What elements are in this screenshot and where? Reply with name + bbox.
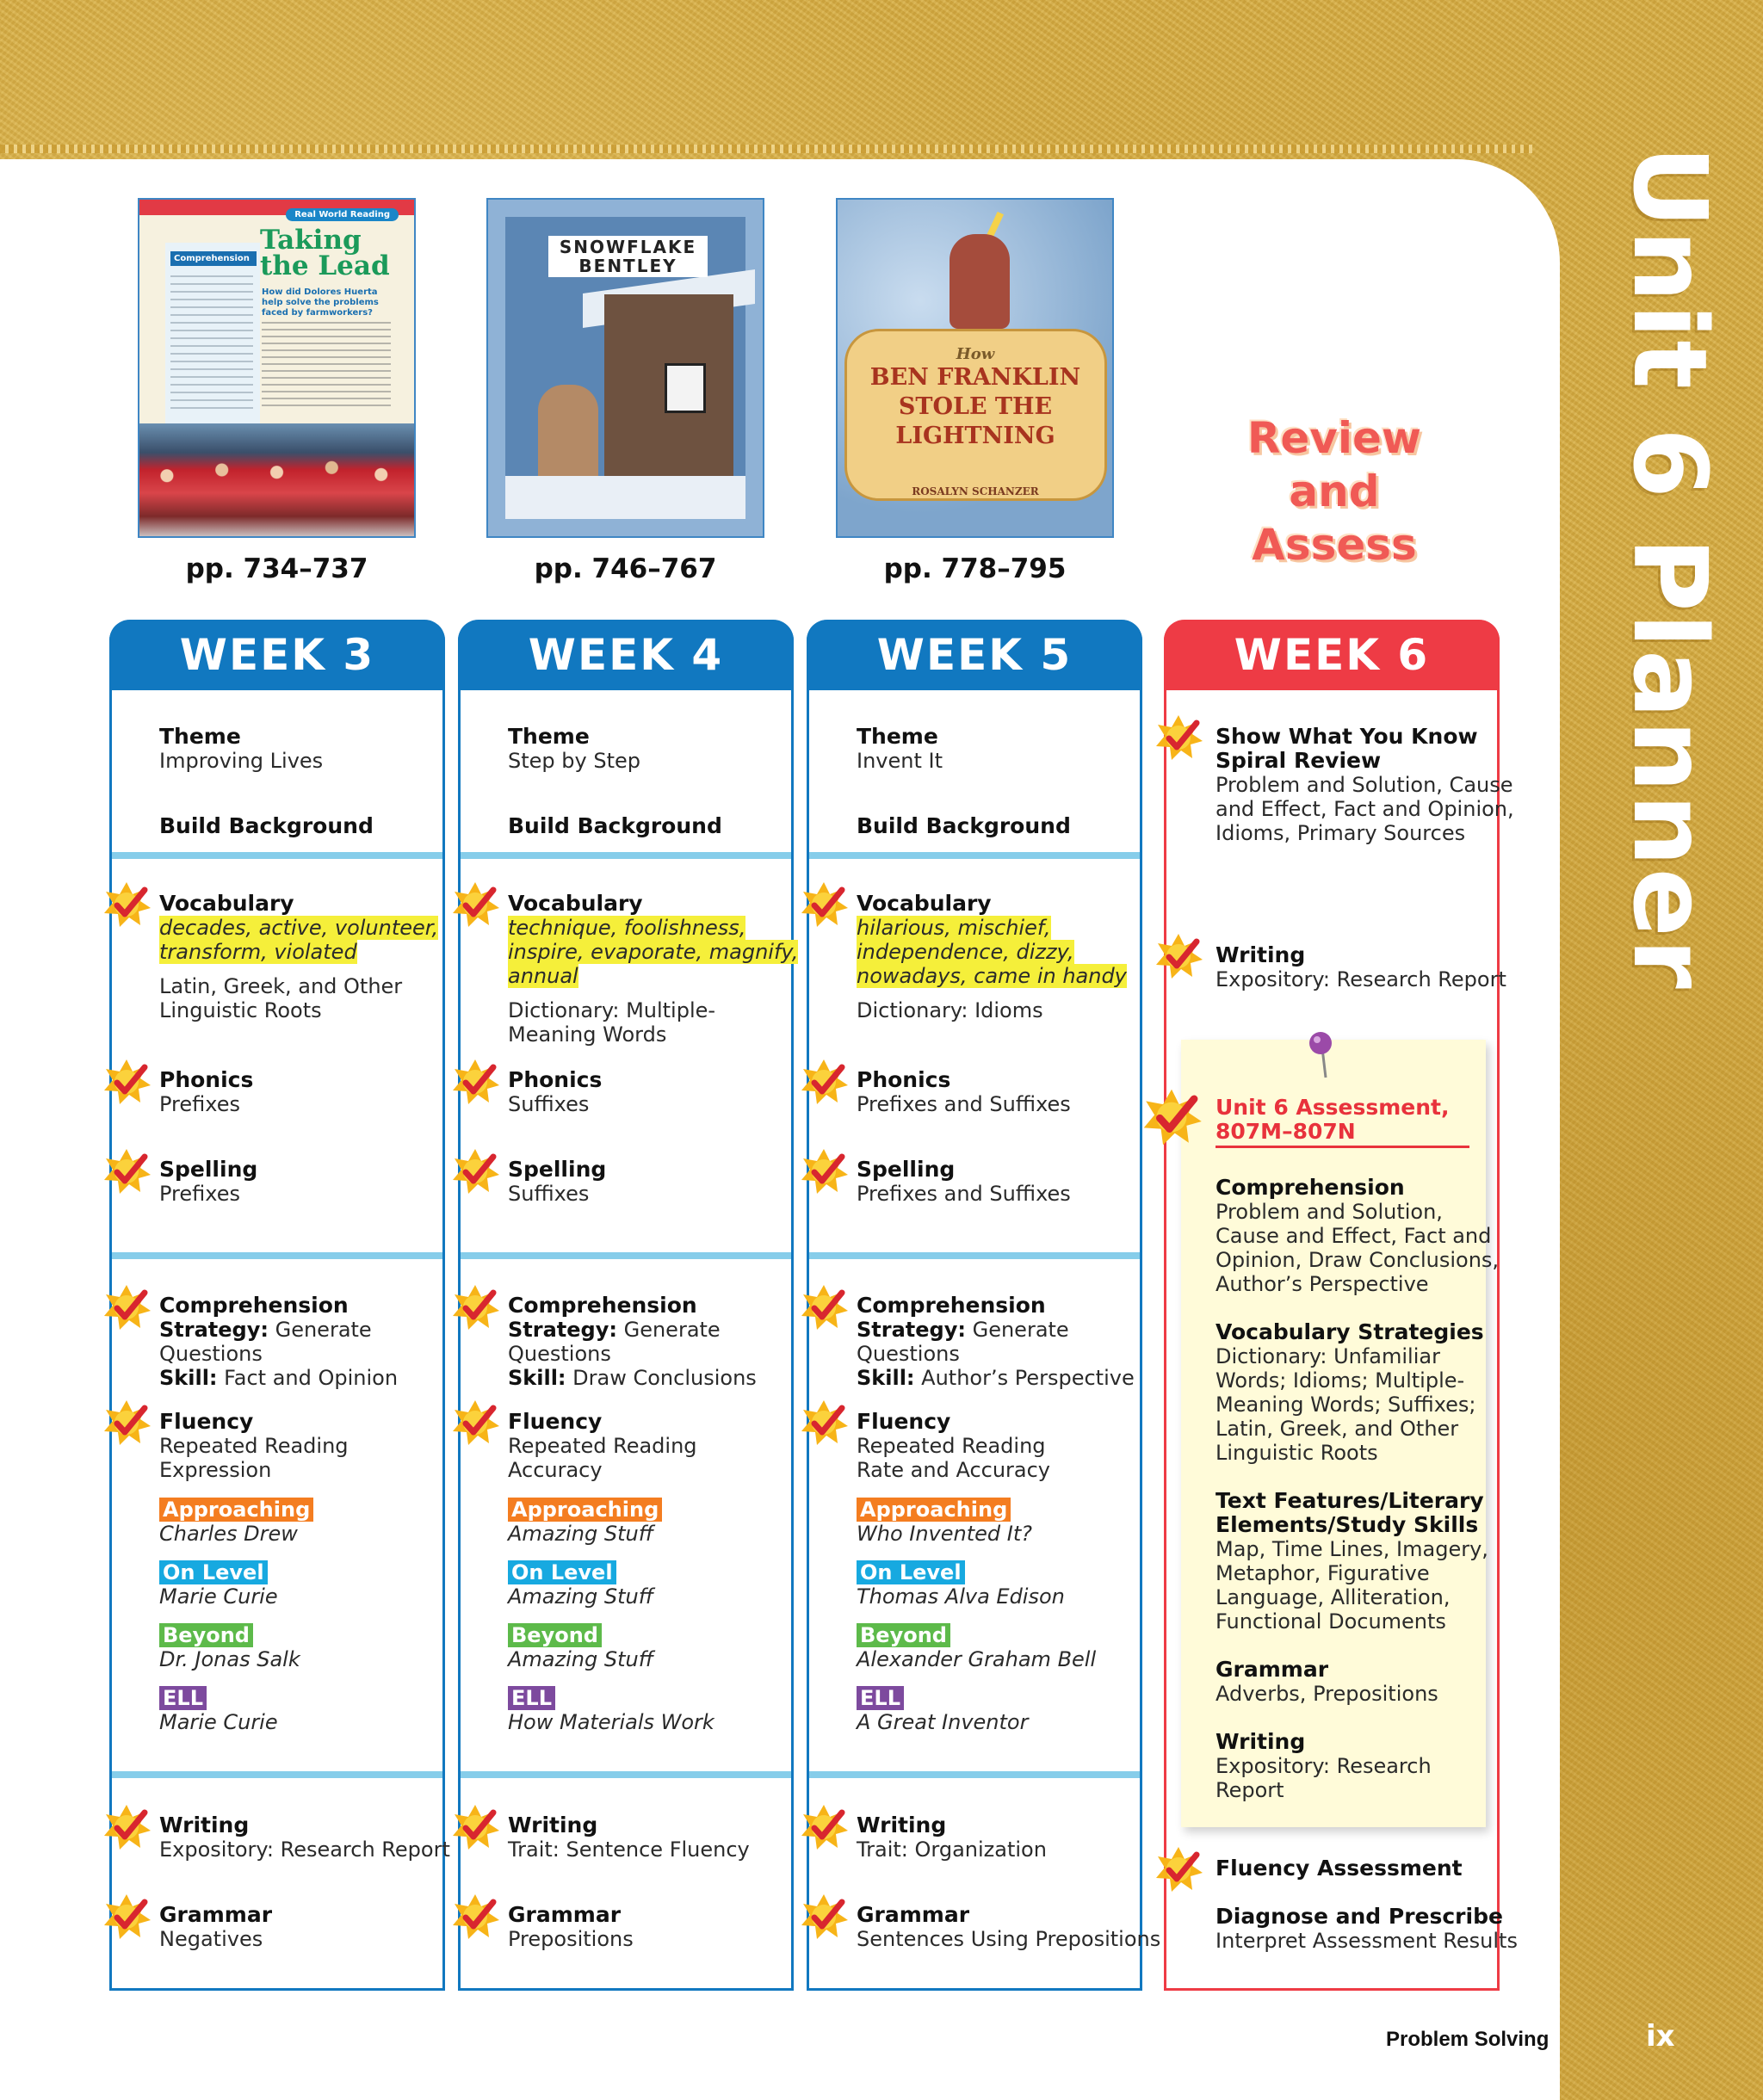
review-and-assess-label: Review and Assess — [1246, 413, 1422, 570]
assessment-writing: Writing Expository: Research Report — [1216, 1729, 1432, 1802]
beyond-level: Beyond Amazing Stuff — [508, 1623, 654, 1671]
spelling-block: Spelling Suffixes — [508, 1157, 607, 1206]
stitching-top — [0, 145, 1532, 153]
checkmark-icon — [102, 1802, 152, 1852]
cover-ben-franklin[interactable] — [836, 198, 1114, 538]
assessment-grammar: Grammar Adverbs, Prepositions — [1216, 1657, 1438, 1706]
cover-author: ROSALYN SCHANZER — [912, 485, 1039, 497]
unit-title: Unit 6 Planner — [1611, 145, 1729, 991]
checkmark-icon — [450, 1282, 500, 1332]
checkmark-icon — [102, 1282, 152, 1332]
checkmark-icon — [1154, 713, 1203, 763]
assessment-comprehension: Comprehension Problem and Solution, Cause and Effect, Fact and Opinion, Draw Conclusions, Author’s Perspective — [1216, 1175, 1500, 1296]
writing-block: Writing Expository: Research Report — [159, 1813, 450, 1862]
grammar-block: Grammar Negatives — [159, 1902, 273, 1951]
comprehension-block: Comprehension Strategy: Generate Questions Skill: Fact and Opinion — [159, 1293, 399, 1390]
checkmark-icon — [1154, 931, 1203, 981]
cover-3-pages: pp. 778–795 — [883, 553, 1067, 584]
ell-level: ELL A Great Inventor — [857, 1686, 1029, 1734]
spelling-block: Spelling Prefixes and Suffixes — [857, 1157, 1071, 1206]
beyond-level: Beyond Alexander Graham Bell — [857, 1623, 1097, 1671]
checkmark-icon — [102, 1146, 152, 1196]
phonics-block: Phonics Prefixes and Suffixes — [857, 1067, 1071, 1116]
spelling-block: Spelling Prefixes — [159, 1157, 258, 1206]
divider — [461, 1771, 791, 1778]
beyond-level: Beyond Dr. Jonas Salk — [159, 1623, 300, 1671]
approaching-level: Approaching Amazing Stuff — [508, 1498, 818, 1546]
checkmark-icon — [799, 1282, 849, 1332]
divider — [112, 1252, 442, 1259]
grammar-block: Grammar Prepositions — [508, 1902, 634, 1951]
cover-1-pages: pp. 734–737 — [185, 553, 368, 584]
assessment-vocabulary: Vocabulary Strategies Dictionary: Unfamiliar Words; Idioms; Multiple- Meaning Words; Suffixes; Latin, Greek, and Other Linguistic Roots — [1216, 1319, 1484, 1465]
divider — [112, 852, 442, 859]
unit-assessment-title: Unit 6 Assessment, 807M–807N — [1216, 1095, 1450, 1144]
divider — [461, 852, 791, 859]
cover-snow — [505, 476, 745, 519]
checkmark-icon — [799, 880, 849, 930]
fluency-block: Fluency Repeated Reading Rate and Accuracy — [857, 1409, 1051, 1482]
cover-taking-the-lead[interactable] — [138, 198, 416, 538]
approaching-level: Approaching Charles Drew — [159, 1498, 469, 1546]
cover-body-text — [262, 322, 391, 408]
grammar-block: Grammar Sentences Using Prepositions — [857, 1902, 1161, 1951]
cover-subtitle: How did Dolores Huerta help solve the problems faced by farmworkers? — [262, 287, 379, 318]
divider — [809, 1771, 1140, 1778]
show-what-you-know: Show What You Know Spiral Review Problem and Solution, Cause and Effect, Fact and Opinion, Idioms, Primary Sources — [1216, 724, 1514, 845]
checkmark-icon — [102, 1057, 152, 1107]
checkmark-icon — [450, 1892, 500, 1942]
checkmark-icon — [450, 880, 500, 930]
checkmark-icon — [450, 1146, 500, 1196]
checkmark-icon — [102, 1398, 152, 1448]
writing-block: Writing Trait: Organization — [857, 1813, 1047, 1862]
on-level: On Level Marie Curie — [159, 1560, 278, 1609]
fluency-block: Fluency Repeated Reading Accuracy — [508, 1409, 697, 1482]
checkmark-icon — [1154, 1844, 1203, 1894]
checkmark-icon — [102, 880, 152, 930]
comprehension-block: Comprehension Strategy: Generate Questions Skill: Author’s Perspective — [857, 1293, 1135, 1390]
checkmark-icon — [799, 1892, 849, 1942]
checkmark-icon — [799, 1802, 849, 1852]
week-6-header: WEEK 6 — [1164, 620, 1500, 690]
assessment-text-features: Text Features/Literary Elements/Study Skills Map, Time Lines, Imagery, Metaphor, Figurative Language, Alliteration, Functional Documents — [1216, 1488, 1488, 1634]
cover-snowflake-bentley[interactable] — [486, 198, 764, 538]
assessment-underline — [1216, 1146, 1469, 1148]
checkmark-icon — [799, 1146, 849, 1196]
cover-photo-crowd — [139, 423, 414, 538]
cover-sidebar-text — [170, 275, 253, 413]
theme-block: Theme Invent It — [857, 724, 943, 773]
comprehension-block: Comprehension Strategy: Generate Questions Skill: Draw Conclusions — [508, 1293, 757, 1390]
checkmark-icon — [450, 1057, 500, 1107]
build-background: Build Background — [857, 813, 1071, 838]
cover-2-pages: pp. 746–767 — [534, 553, 717, 584]
divider — [809, 852, 1140, 859]
footer-section: Problem Solving — [1386, 2028, 1550, 2051]
cover-title: SNOWFLAKE BENTLEY — [548, 236, 708, 277]
week-3-header: WEEK 3 — [109, 620, 445, 690]
cover-window — [665, 363, 706, 413]
cover-title: How BEN FRANKLIN STOLE THE LIGHTNING — [869, 345, 1081, 449]
page-number: ix — [1646, 2019, 1675, 2054]
divider — [112, 1771, 442, 1778]
build-background: Build Background — [508, 813, 722, 838]
checkmark-icon — [799, 1057, 849, 1107]
divider — [461, 1252, 791, 1259]
checkmark-icon — [102, 1892, 152, 1942]
cover-title: Taking the Lead — [260, 225, 390, 281]
approaching-level: Approaching Who Invented It? — [857, 1498, 1032, 1546]
fluency-block: Fluency Repeated Reading Expression — [159, 1409, 349, 1482]
vocabulary-block: Vocabulary technique, foolishness, inspire, evaporate, magnify, annual Dictionary: Multiple- Meaning Words — [508, 891, 799, 1047]
on-level: On Level Thomas Alva Edison — [857, 1560, 1065, 1609]
phonics-block: Phonics Suffixes — [508, 1067, 603, 1116]
ell-level: ELL Marie Curie — [159, 1686, 278, 1734]
phonics-block: Phonics Prefixes — [159, 1067, 254, 1116]
cover-sidebar-title: Comprehension — [170, 251, 257, 266]
push-pin-icon — [1305, 1029, 1339, 1081]
vocabulary-block: Vocabulary hilarious, mischief, independence, dizzy, nowadays, came in handy Dictionary: Idioms — [857, 891, 1127, 1022]
checkmark-icon — [450, 1398, 500, 1448]
on-level: On Level Amazing Stuff — [508, 1560, 654, 1609]
theme-block: Theme Improving Lives — [159, 724, 324, 773]
fluency-assessment: Fluency Assessment — [1216, 1856, 1463, 1881]
checkmark-icon — [1141, 1086, 1203, 1148]
theme-block: Theme Step by Step — [508, 724, 640, 773]
diagnose-and-prescribe: Diagnose and Prescribe Interpret Assessment Results — [1216, 1904, 1518, 1953]
week-5-header: WEEK 5 — [807, 620, 1142, 690]
ell-level: ELL How Materials Work — [508, 1686, 714, 1734]
cover-figure — [950, 234, 1010, 329]
vocabulary-block: Vocabulary decades, active, volunteer, transform, violated Latin, Greek, and Other Linguistic Roots — [159, 891, 439, 1022]
divider — [809, 1252, 1140, 1259]
checkmark-icon — [450, 1802, 500, 1852]
cover-tag: Real World Reading — [286, 208, 399, 221]
build-background: Build Background — [159, 813, 374, 838]
week6-writing: Writing Expository: Research Report — [1216, 942, 1506, 991]
writing-block: Writing Trait: Sentence Fluency — [508, 1813, 750, 1862]
week-4-header: WEEK 4 — [458, 620, 794, 690]
checkmark-icon — [799, 1398, 849, 1448]
